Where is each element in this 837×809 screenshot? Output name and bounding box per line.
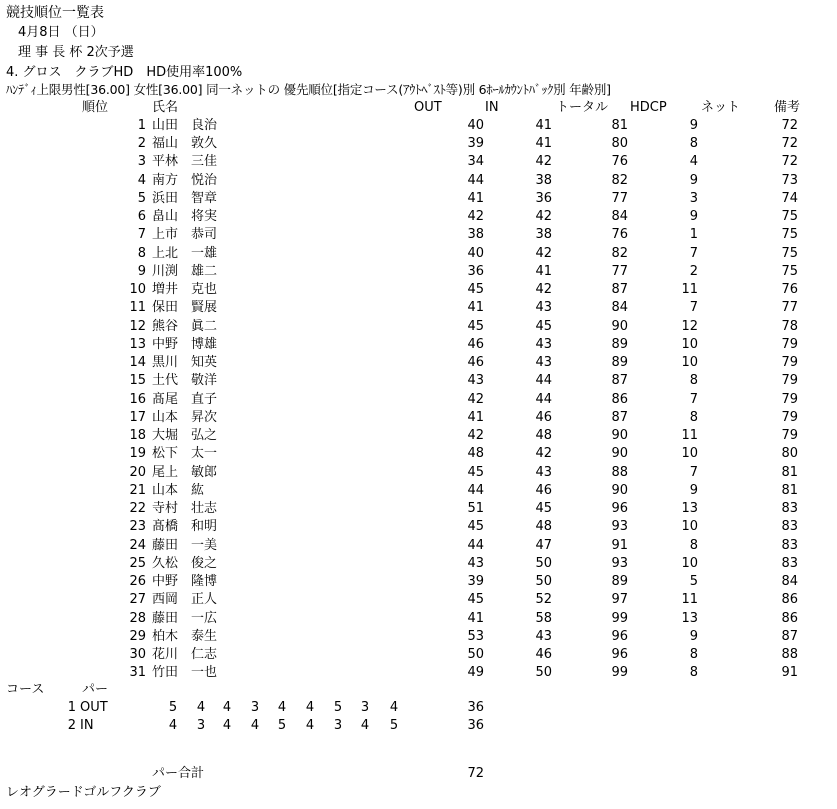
rank-cell: 18 [129, 428, 146, 443]
net-cell: 75 [781, 246, 798, 261]
in-cell: 46 [535, 647, 552, 662]
net-cell: 74 [781, 191, 798, 206]
net-cell: 72 [781, 136, 798, 151]
par-label: パー [82, 682, 109, 697]
hdcp-cell: 9 [689, 118, 698, 133]
in-cell: 46 [535, 483, 552, 498]
rank-cell: 9 [137, 264, 146, 279]
out-cell: 46 [467, 337, 484, 352]
total-cell: 80 [611, 136, 628, 151]
rank-cell: 6 [137, 209, 146, 224]
in-cell: 43 [535, 300, 552, 315]
name-cell: 山本 昇次 [152, 410, 218, 425]
column-header-row [0, 101, 837, 119]
rank-cell: 22 [129, 501, 146, 516]
column-header-total: トータル [556, 100, 609, 115]
hole-par: 5 [389, 718, 399, 733]
out-cell: 45 [467, 519, 484, 534]
hdcp-cell: 8 [689, 373, 698, 388]
in-cell: 41 [535, 264, 552, 279]
name-cell: 花川 仁志 [152, 647, 218, 662]
rank-cell: 7 [137, 227, 146, 242]
hdcp-cell: 10 [681, 355, 698, 370]
rank-cell: 14 [129, 355, 146, 370]
net-cell: 79 [781, 428, 798, 443]
course-name: OUT [80, 700, 108, 715]
total-cell: 84 [611, 209, 628, 224]
column-header-hdcp: HDCP [630, 100, 667, 115]
out-cell: 45 [467, 282, 484, 297]
hole-par: 4 [168, 718, 178, 733]
name-cell: 久松 俊之 [152, 556, 218, 571]
out-cell: 43 [467, 556, 484, 571]
in-cell: 43 [535, 629, 552, 644]
net-cell: 88 [781, 647, 798, 662]
table-row [0, 630, 837, 648]
rank-cell: 10 [129, 282, 146, 297]
out-cell: 41 [467, 611, 484, 626]
hdcp-cell: 1 [689, 227, 698, 242]
out-cell: 39 [467, 136, 484, 151]
net-cell: 78 [781, 319, 798, 334]
net-cell: 75 [781, 227, 798, 242]
total-cell: 93 [611, 556, 628, 571]
hdcp-cell: 11 [681, 592, 698, 607]
total-cell: 96 [611, 647, 628, 662]
table-row [0, 228, 837, 246]
in-cell: 42 [535, 154, 552, 169]
course-label: コース [6, 682, 45, 697]
hdcp-cell: 7 [689, 246, 698, 261]
hdcp-cell: 10 [681, 556, 698, 571]
column-header-out: OUT [414, 100, 442, 115]
name-cell: 黒川 知英 [152, 355, 218, 370]
name-cell: 大堀 弘之 [152, 428, 218, 443]
total-cell: 89 [611, 574, 628, 589]
table-row [0, 174, 837, 192]
table-row [0, 612, 837, 630]
rank-cell: 21 [129, 483, 146, 498]
hole-par: 4 [222, 700, 232, 715]
column-header-remarks: 備考 [774, 100, 801, 115]
hdcp-cell: 7 [689, 465, 698, 480]
hdcp-cell: 5 [689, 574, 698, 589]
table-row [0, 320, 837, 338]
hole-par: 4 [360, 718, 370, 733]
hdcp-cell: 11 [681, 282, 698, 297]
table-row [0, 411, 837, 429]
hole-par: 5 [277, 718, 287, 733]
total-cell: 89 [611, 355, 628, 370]
name-cell: 平林 三佳 [152, 154, 218, 169]
net-cell: 79 [781, 410, 798, 425]
out-cell: 45 [467, 465, 484, 480]
out-cell: 50 [467, 647, 484, 662]
in-cell: 47 [535, 538, 552, 553]
out-cell: 45 [467, 592, 484, 607]
column-header-net: ネット [701, 100, 741, 115]
table-row [0, 648, 837, 666]
in-cell: 46 [535, 410, 552, 425]
name-cell: 西岡 正人 [152, 592, 218, 607]
in-cell: 50 [535, 665, 552, 680]
name-cell: 髙尾 直子 [152, 392, 218, 407]
club-name: レオグラードゴルフクラブ [6, 785, 161, 800]
in-cell: 48 [535, 519, 552, 534]
hole-par: 4 [196, 700, 206, 715]
rank-cell: 20 [129, 465, 146, 480]
hole-par: 5 [333, 700, 343, 715]
rank-cell: 19 [129, 446, 146, 461]
in-cell: 43 [535, 337, 552, 352]
rank-cell: 17 [129, 410, 146, 425]
hdcp-cell: 8 [689, 647, 698, 662]
hdcp-cell: 12 [681, 319, 698, 334]
hdcp-cell: 7 [689, 392, 698, 407]
table-row [0, 374, 837, 392]
hdcp-cell: 3 [689, 191, 698, 206]
par-total-label: パー合計 [152, 766, 205, 781]
in-cell: 50 [535, 556, 552, 571]
hdcp-cell: 9 [689, 483, 698, 498]
scoring-method: 4. グロス クラブHD HD使用率100% [6, 65, 243, 80]
in-cell: 38 [535, 227, 552, 242]
out-cell: 51 [467, 501, 484, 516]
out-cell: 36 [467, 264, 484, 279]
net-cell: 81 [781, 483, 798, 498]
total-cell: 89 [611, 337, 628, 352]
name-cell: 川渕 雄二 [152, 264, 218, 279]
course-par-total: 36 [467, 718, 484, 733]
table-row [0, 466, 837, 484]
out-cell: 41 [467, 410, 484, 425]
total-cell: 96 [611, 629, 628, 644]
in-cell: 42 [535, 282, 552, 297]
in-cell: 43 [535, 465, 552, 480]
rank-cell: 29 [129, 629, 146, 644]
in-cell: 43 [535, 355, 552, 370]
total-cell: 97 [611, 592, 628, 607]
out-cell: 40 [467, 118, 484, 133]
rank-cell: 27 [129, 592, 146, 607]
name-cell: 土代 敬洋 [152, 373, 218, 388]
in-cell: 42 [535, 246, 552, 261]
table-row [0, 356, 837, 374]
name-cell: 藤田 一広 [152, 611, 218, 626]
table-row [0, 393, 837, 411]
total-cell: 88 [611, 465, 628, 480]
name-cell: 保田 賢展 [152, 300, 218, 315]
net-cell: 75 [781, 209, 798, 224]
net-cell: 86 [781, 592, 798, 607]
total-cell: 99 [611, 611, 628, 626]
net-cell: 83 [781, 556, 798, 571]
name-cell: 松下 太一 [152, 446, 218, 461]
total-cell: 81 [611, 118, 628, 133]
table-row [0, 210, 837, 228]
in-cell: 45 [535, 501, 552, 516]
out-cell: 44 [467, 538, 484, 553]
total-cell: 87 [611, 373, 628, 388]
total-cell: 77 [611, 264, 628, 279]
total-cell: 99 [611, 665, 628, 680]
hdcp-cell: 8 [689, 538, 698, 553]
course-in-row [0, 719, 837, 737]
rank-cell: 23 [129, 519, 146, 534]
handicap-conditions: ﾊﾝﾃﾞｨ上限男性[36.00] 女性[36.00] 同一ネットの 優先順位[指定コース(ｱｳﾄﾍﾞｽﾄ等)別 6ﾎｰﾙｶｳﾝﾄﾊﾞｯｸ別 年齢別] [6, 82, 611, 97]
out-cell: 45 [467, 319, 484, 334]
hole-par: 4 [250, 718, 260, 733]
table-row [0, 155, 837, 173]
table-row [0, 557, 837, 575]
course-number: 2 [67, 718, 76, 733]
rank-cell: 26 [129, 574, 146, 589]
total-cell: 90 [611, 483, 628, 498]
out-cell: 53 [467, 629, 484, 644]
hole-par: 4 [222, 718, 232, 733]
name-cell: 浜田 智章 [152, 191, 218, 206]
in-cell: 41 [535, 136, 552, 151]
table-row [0, 484, 837, 502]
course-par-total: 36 [467, 700, 484, 715]
par-total-row [0, 767, 837, 785]
rank-cell: 4 [137, 173, 146, 188]
out-cell: 49 [467, 665, 484, 680]
hole-par: 3 [333, 718, 343, 733]
hole-par: 5 [168, 700, 178, 715]
total-cell: 82 [611, 173, 628, 188]
net-cell: 79 [781, 355, 798, 370]
table-row [0, 593, 837, 611]
course-number: 1 [67, 700, 76, 715]
net-cell: 83 [781, 501, 798, 516]
hdcp-cell: 8 [689, 136, 698, 151]
hdcp-cell: 2 [689, 264, 698, 279]
net-cell: 73 [781, 173, 798, 188]
name-cell: 尾上 敏郎 [152, 465, 218, 480]
in-cell: 41 [535, 118, 552, 133]
total-cell: 87 [611, 410, 628, 425]
rank-cell: 11 [129, 300, 146, 315]
par-total-value: 72 [467, 766, 484, 781]
out-cell: 34 [467, 154, 484, 169]
name-cell: 柏木 泰生 [152, 629, 218, 644]
out-cell: 38 [467, 227, 484, 242]
in-cell: 36 [535, 191, 552, 206]
rank-cell: 25 [129, 556, 146, 571]
table-row [0, 192, 837, 210]
hdcp-cell: 10 [681, 519, 698, 534]
rank-cell: 28 [129, 611, 146, 626]
name-cell: 髙橋 和明 [152, 519, 218, 534]
hole-par: 4 [277, 700, 287, 715]
total-cell: 91 [611, 538, 628, 553]
name-cell: 上北 一雄 [152, 246, 218, 261]
net-cell: 83 [781, 538, 798, 553]
in-cell: 42 [535, 209, 552, 224]
name-cell: 福山 敦久 [152, 136, 218, 151]
rank-cell: 2 [137, 136, 146, 151]
name-cell: 中野 隆博 [152, 574, 218, 589]
name-cell: 寺村 壮志 [152, 501, 218, 516]
table-row [0, 447, 837, 465]
total-cell: 90 [611, 428, 628, 443]
net-cell: 84 [781, 574, 798, 589]
course-out-row [0, 701, 837, 719]
total-cell: 76 [611, 227, 628, 242]
table-row [0, 338, 837, 356]
rank-cell: 5 [137, 191, 146, 206]
out-cell: 42 [467, 428, 484, 443]
name-cell: 畠山 将実 [152, 209, 218, 224]
name-cell: 山田 良治 [152, 118, 218, 133]
hdcp-cell: 9 [689, 173, 698, 188]
hdcp-cell: 10 [681, 446, 698, 461]
hole-par: 4 [305, 700, 315, 715]
in-cell: 38 [535, 173, 552, 188]
table-row [0, 666, 837, 684]
table-row [0, 575, 837, 593]
table-row [0, 283, 837, 301]
rank-cell: 31 [129, 665, 146, 680]
event-date: 4月8日 （日） [18, 25, 104, 40]
hole-par: 4 [389, 700, 399, 715]
hdcp-cell: 13 [681, 611, 698, 626]
net-cell: 76 [781, 282, 798, 297]
net-cell: 79 [781, 392, 798, 407]
rank-cell: 12 [129, 319, 146, 334]
hdcp-cell: 4 [689, 154, 698, 169]
rank-cell: 8 [137, 246, 146, 261]
name-cell: 中野 博雄 [152, 337, 218, 352]
hdcp-cell: 9 [689, 629, 698, 644]
hdcp-cell: 10 [681, 337, 698, 352]
name-cell: 山本 紘 [152, 483, 205, 498]
column-header-in: IN [485, 100, 499, 115]
total-cell: 82 [611, 246, 628, 261]
hdcp-cell: 11 [681, 428, 698, 443]
rank-cell: 24 [129, 538, 146, 553]
out-cell: 43 [467, 373, 484, 388]
table-row [0, 137, 837, 155]
out-cell: 39 [467, 574, 484, 589]
in-cell: 44 [535, 392, 552, 407]
rank-cell: 30 [129, 647, 146, 662]
hdcp-cell: 8 [689, 410, 698, 425]
net-cell: 72 [781, 118, 798, 133]
column-header-name: 氏名 [152, 100, 179, 115]
table-row [0, 247, 837, 265]
net-cell: 75 [781, 264, 798, 279]
table-row [0, 520, 837, 538]
table-row [0, 119, 837, 137]
column-header-rank: 順位 [82, 100, 109, 115]
total-cell: 90 [611, 319, 628, 334]
name-cell: 増井 克也 [152, 282, 218, 297]
name-cell: 南方 悦治 [152, 173, 218, 188]
total-cell: 84 [611, 300, 628, 315]
in-cell: 42 [535, 446, 552, 461]
rank-cell: 3 [137, 154, 146, 169]
name-cell: 藤田 一美 [152, 538, 218, 553]
out-cell: 42 [467, 392, 484, 407]
document-title: 競技順位一覧表 [6, 5, 104, 21]
net-cell: 77 [781, 300, 798, 315]
out-cell: 41 [467, 191, 484, 206]
net-cell: 87 [781, 629, 798, 644]
hdcp-cell: 7 [689, 300, 698, 315]
in-cell: 50 [535, 574, 552, 589]
hole-par: 3 [360, 700, 370, 715]
rank-cell: 15 [129, 373, 146, 388]
total-cell: 77 [611, 191, 628, 206]
net-cell: 72 [781, 154, 798, 169]
in-cell: 58 [535, 611, 552, 626]
name-cell: 熊谷 眞二 [152, 319, 218, 334]
total-cell: 96 [611, 501, 628, 516]
net-cell: 81 [781, 465, 798, 480]
rank-cell: 1 [137, 118, 146, 133]
out-cell: 42 [467, 209, 484, 224]
total-cell: 87 [611, 282, 628, 297]
net-cell: 83 [781, 519, 798, 534]
rank-cell: 16 [129, 392, 146, 407]
net-cell: 79 [781, 337, 798, 352]
table-row [0, 301, 837, 319]
hole-par: 3 [196, 718, 206, 733]
table-row [0, 265, 837, 283]
hole-par: 3 [250, 700, 260, 715]
out-cell: 44 [467, 483, 484, 498]
hdcp-cell: 9 [689, 209, 698, 224]
name-cell: 竹田 一也 [152, 665, 218, 680]
course-name: IN [80, 718, 94, 733]
net-cell: 79 [781, 373, 798, 388]
in-cell: 44 [535, 373, 552, 388]
table-row [0, 539, 837, 557]
net-cell: 80 [781, 446, 798, 461]
total-cell: 86 [611, 392, 628, 407]
out-cell: 46 [467, 355, 484, 370]
in-cell: 52 [535, 592, 552, 607]
table-row [0, 429, 837, 447]
name-cell: 上市 恭司 [152, 227, 218, 242]
event-name: 理 事 長 杯 2次予選 [18, 45, 134, 60]
in-cell: 48 [535, 428, 552, 443]
table-row [0, 502, 837, 520]
total-cell: 90 [611, 446, 628, 461]
hdcp-cell: 8 [689, 665, 698, 680]
total-cell: 93 [611, 519, 628, 534]
out-cell: 41 [467, 300, 484, 315]
hdcp-cell: 13 [681, 501, 698, 516]
in-cell: 45 [535, 319, 552, 334]
net-cell: 91 [781, 665, 798, 680]
total-cell: 76 [611, 154, 628, 169]
out-cell: 44 [467, 173, 484, 188]
rank-cell: 13 [129, 337, 146, 352]
hole-par: 4 [305, 718, 315, 733]
net-cell: 86 [781, 611, 798, 626]
out-cell: 40 [467, 246, 484, 261]
out-cell: 48 [467, 446, 484, 461]
